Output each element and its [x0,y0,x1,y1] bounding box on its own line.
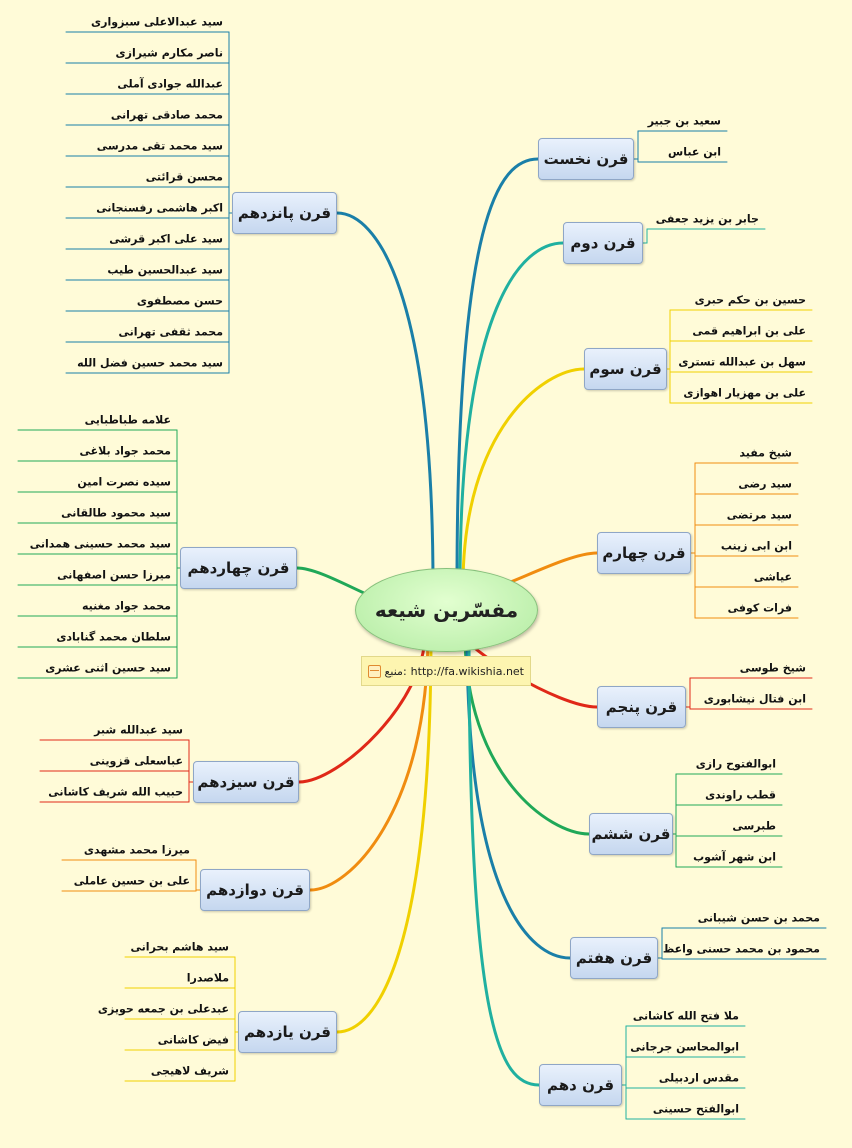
leaf-item[interactable]: سید محمد حسینی همدانی [29,537,171,551]
leaf-item[interactable]: سید عبدالله شبر [94,723,183,737]
leaf-stem [643,229,647,243]
leaf-item[interactable]: ابن عباس [668,145,721,159]
leaf-item[interactable]: فرات کوفی [727,601,792,615]
note-icon [368,665,381,678]
branch-node-c1[interactable]: قرن نخست [538,138,634,180]
branch-node-c7[interactable]: قرن هفتم [570,937,658,979]
leaf-item[interactable]: محمد جواد مغنیه [81,599,171,613]
leaf-item[interactable]: مقدس اردبیلی [658,1071,739,1085]
leaf-item[interactable]: ناصر مکارم شیرازی [115,46,223,60]
leaf-item[interactable]: عبدالله جوادی آملی [117,77,223,91]
leaf-item[interactable]: میرزا حسن اصفهانی [57,568,171,582]
leaf-item[interactable]: حبیب الله شریف کاشانی [48,785,183,799]
leaf-item[interactable]: سید حسین اثنی عشری [45,661,171,675]
branch-node-c13[interactable]: قرن پانزدهم [232,192,337,234]
leaf-item[interactable]: سید محمود طالقانی [61,506,171,520]
leaf-item[interactable]: شیخ مفید [739,446,792,460]
leaf-item[interactable]: سید هاشم بحرانی [130,940,229,954]
branch-node-c3[interactable]: قرن سوم [584,348,667,390]
leaf-item[interactable]: محمد صادقی تهرانی [110,108,223,122]
leaf-item[interactable]: محمود بن محمد حسنی واعظ [662,942,820,956]
leaf-item[interactable]: سید محمد تقی مدرسی [96,139,223,153]
leaf-item[interactable]: شیخ طوسی [739,661,806,675]
leaf-item[interactable]: ابن ابی زینب [720,539,792,553]
leaf-item[interactable]: ابن شهر آشوب [693,850,776,864]
leaf-item[interactable]: حسین بن حکم حبری [694,293,806,307]
root-node[interactable]: مفسّرین شیعه [355,568,538,652]
leaf-item[interactable]: فیض کاشانی [157,1033,229,1047]
leaf-item[interactable]: شریف لاهیجی [150,1064,229,1078]
leaf-item[interactable]: حسن مصطفوی [136,294,223,308]
leaf-item[interactable]: سید عبدالاعلی سبزواری [91,15,223,29]
leaf-item[interactable]: سید علی اکبر قرشی [109,232,223,246]
branch-connector [463,369,584,586]
leaf-item[interactable]: علی بن مهزیار اهوازی [683,386,806,400]
leaf-item[interactable]: محمد جواد بلاغی [79,444,171,458]
leaf-item[interactable]: سید محمد حسین فضل الله [77,356,223,370]
source-url-link[interactable]: http://fa.wikishia.net [410,664,524,678]
leaf-item[interactable]: ابوالفتح حسینی [652,1102,739,1116]
leaf-item[interactable]: طبرسی [732,819,776,833]
leaf-item[interactable]: عبدعلی بن جمعه حویزی [97,1002,229,1016]
leaf-item[interactable]: سید عبدالحسین طیب [107,263,223,277]
leaf-item[interactable]: ابن فتال نیشابوری [703,692,806,706]
leaf-item[interactable]: علی بن ابراهیم قمی [692,324,806,338]
branch-node-c5[interactable]: قرن پنجم [597,686,686,728]
branch-node-c11[interactable]: قرن سیزدهم [193,761,299,803]
branch-connector [469,634,539,1085]
leaf-item[interactable]: سعید بن جبیر [647,114,721,128]
source-label: منبع: [384,664,407,678]
source-box[interactable] [361,656,531,686]
leaf-item[interactable]: علی بن حسین عاملی [73,874,190,888]
branch-node-c12[interactable]: قرن چهاردهم [180,547,297,589]
leaf-item[interactable]: میرزا محمد مشهدی [83,843,190,857]
leaf-item[interactable]: جابر بن یزید جعفی [655,212,759,226]
branch-node-c10[interactable]: قرن دوازدهم [200,869,310,911]
leaf-item[interactable]: سید رضی [738,477,792,491]
leaf-item[interactable]: علامه طباطبایی [84,413,171,427]
branch-node-c9[interactable]: قرن یازدهم [238,1011,337,1053]
leaf-item[interactable]: سلطان محمد گنابادی [56,630,171,644]
leaf-item[interactable]: عیاشی [753,570,792,584]
branch-node-c8[interactable]: قرن دهم [539,1064,622,1106]
leaf-item[interactable]: محسن قرائتی [145,170,223,184]
leaf-item[interactable]: سید مرتضی [726,508,792,522]
leaf-item[interactable]: ملاصدرا [186,971,229,985]
leaf-item[interactable]: محمد ثقفی تهرانی [118,325,223,339]
leaf-item[interactable]: محمد بن حسن شیبانی [697,911,820,925]
leaf-item[interactable]: اکبر هاشمی رفسنجانی [96,201,223,215]
branch-node-c4[interactable]: قرن چهارم [597,532,691,574]
branch-connector [337,213,433,586]
leaf-item[interactable]: ملا فتح الله کاشانی [632,1009,739,1023]
branch-node-c6[interactable]: قرن ششم [589,813,673,855]
leaf-item[interactable]: سیده نصرت امین [77,475,171,489]
leaf-item[interactable]: ابوالمحاسن جرجانی [630,1040,739,1054]
branch-node-c2[interactable]: قرن دوم [563,222,643,264]
leaf-item[interactable]: ابوالفتوح رازی [695,757,776,771]
leaf-item[interactable]: سهل بن عبدالله تستری [678,355,806,369]
leaf-item[interactable]: قطب راوندی [705,788,776,802]
leaf-item[interactable]: عباسعلی قزوینی [89,754,183,768]
branch-connector [337,634,431,1032]
